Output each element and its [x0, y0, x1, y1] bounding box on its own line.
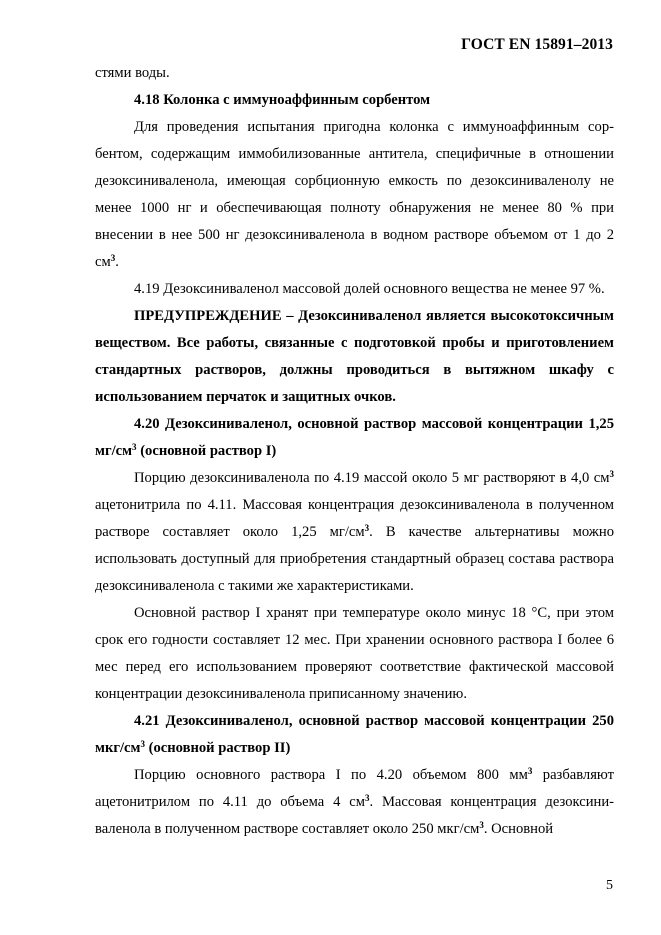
superscript-3: 3: [364, 793, 370, 803]
superscript-3: 3: [364, 523, 370, 533]
paragraph-4-18-body: Для проведения испытания пригодна колонка с иммуноаффинным сорбентом, содержащим иммобилизованные антитела, специфичные в отношении дезоксиниваленола, имеющая сорбционную емкость по дезоксиниваленолу не менее 1000 нг и обеспечивающая полноту обнаружения не менее 80 % при внесении в нее 500 нг дезоксиниваленола в водном растворе объемом от 1 до 2 $см^3$.: [95, 119, 614, 270]
paragraph-4-21-body: Порцию основного раствора I по 4.20 объемом 800 $мм^3$ разбавляют ацетонитрилом по 4.11 до объема 4 $см^3$. Массовая концентрация дезоксиниваленола в полученном растворе составляет около 250 мкг/$см^3$. Основной: [95, 766, 615, 837]
document-code-header: ГОСТ EN 15891–2013: [461, 36, 613, 53]
superscript-3: 3: [140, 739, 145, 749]
section-heading-4-18: 4.18 Колонка с иммуноаффинным сорбентом: [134, 92, 431, 108]
superscript-3: 3: [110, 253, 116, 263]
warning-paragraph: ПРЕДУПРЕЖДЕНИЕ – Дезоксиниваленол является высокотоксичным веществом. Все работы, связанные с подготовкой пробы и приготовлением стандартных растворов, должны проводиться в вытяжном шкафу с использованием перчаток и защитных очков.: [95, 308, 614, 405]
paragraph-storage: Основной раствор I хранят при температуре около минус 18 °С, при этом срок его годности составляет 12 мес. При хранении основного раствора I более 6 мес перед его использованием проверяют соответствие фактической массовой концентрации дезоксиниваленола приписанному значению.: [95, 605, 614, 702]
page-number: 5: [606, 878, 613, 893]
paragraph-continuation: стями воды.: [95, 65, 170, 81]
document-body: [95, 60, 614, 843]
paragraph-4-19: 4.19 Дезоксиниваленол массовой долей основного вещества не менее 97 %.: [134, 281, 605, 297]
section-heading-4-21: 4.21 Дезоксиниваленол, основной раствор массовой концентрации 250 мкг/$см^3$ (основной раствор II): [95, 713, 614, 756]
superscript-3: 3: [527, 766, 533, 776]
section-heading-4-20: 4.20 Дезоксиниваленол, основной раствор массовой концентрации 1,25 $мг/см^3$ (основной раствор I): [95, 416, 614, 459]
superscript-3: 3: [609, 469, 614, 479]
superscript-3: 3: [479, 820, 484, 830]
superscript-3: 3: [132, 442, 137, 452]
paragraph-4-20-body: Порцию дезоксиниваленола по 4.19 массой около 5 мг растворяют в 4,0 $см^3$ ацетонитрила по 4.11. Массовая концентрация дезоксиниваленола в полученном растворе составляет около 1,25 $мг/см^3$. В качестве альтернативы можно использовать доступный для приобретения стандартный образец состава раствора дезоксиниваленола с такими же характеристиками.: [95, 469, 614, 594]
